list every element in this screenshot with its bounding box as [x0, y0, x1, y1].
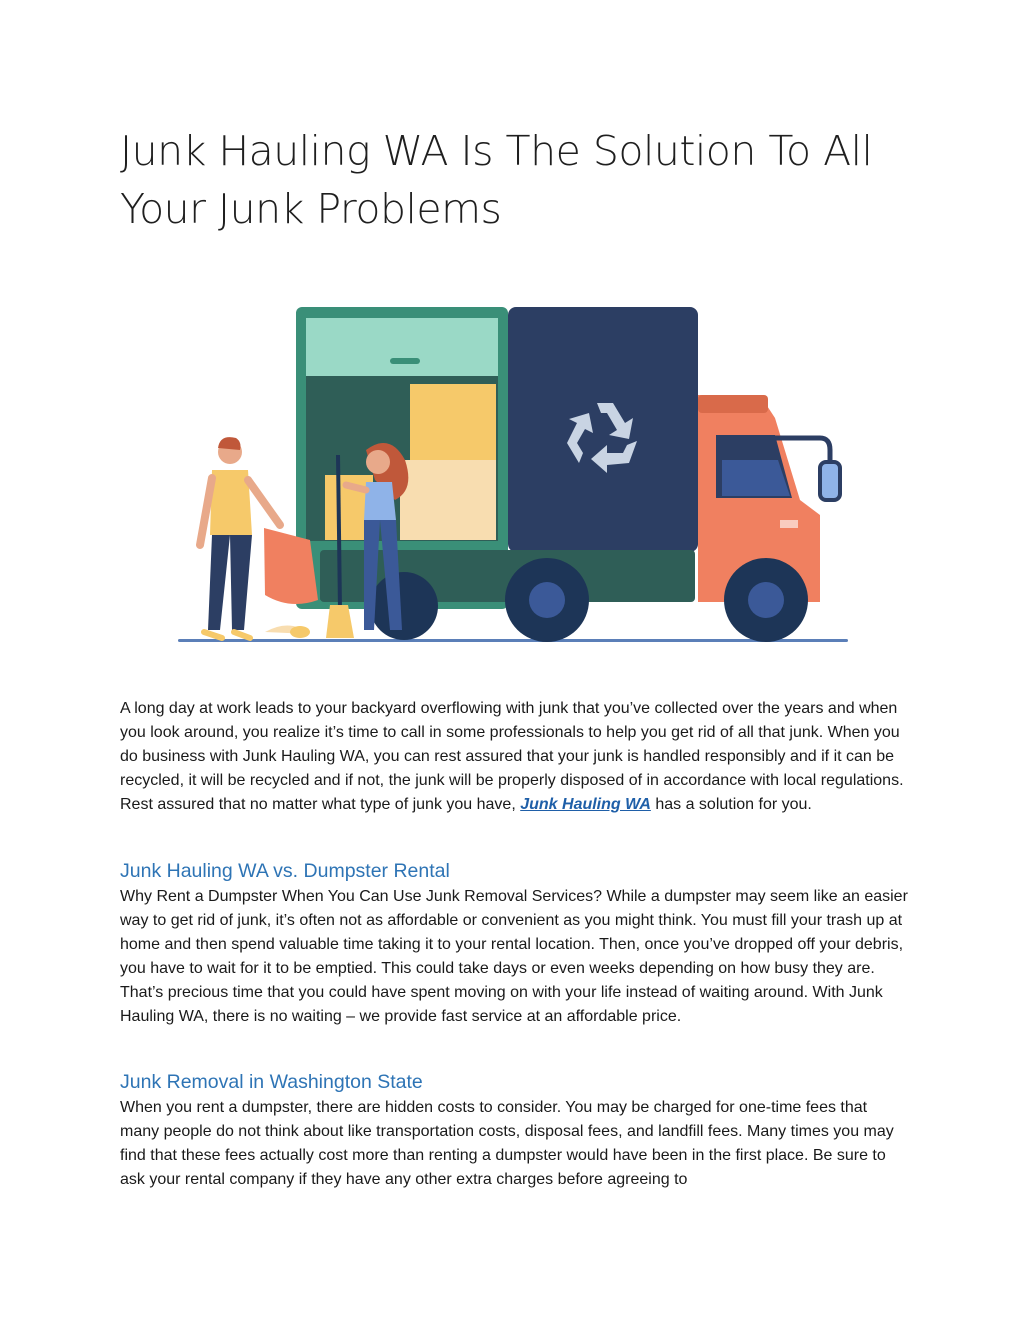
junk-hauling-wa-link[interactable]: Junk Hauling WA — [520, 796, 651, 813]
junk-truck-illustration — [170, 300, 860, 650]
cab-roof — [698, 395, 768, 413]
cardboard-box-bottom — [400, 460, 496, 540]
section-paragraph-dumpster-rental: Why Rent a Dumpster When You Can Use Junk Removal Services? While a dumpster may seem like an easier way to get rid of junk, it’s often not as affordable or convenient as you might think. You must fill your trash up at home and then spend valuable time taking it to your rental location. Then, once you’ve dropped off your debris, you have to wait for it to be emptied. This could take days or even weeks depending on how busy they are. That’s precious time that you could have spent moving on with your life instead of waiting around. With Junk Hauling WA, there is no waiting – we provide fast service at an affordable price. — [120, 888, 908, 1025]
wheel-left — [370, 572, 438, 640]
section-heading-dumpster-rental: Junk Hauling WA vs. Dumpster Rental — [120, 860, 450, 882]
intro-text: A long day at work leads to your backyard overflowing with junk that you’ve collected over the years and when you look around, you realize it’s time to call in some professionals to help you get rid of all that junk. When you do business with Junk Hauling WA, you can rest assured that your junk is handled responsibly and if it can be recycled, it will be recycled and if not, the junk will be properly disposed of in accordance with local regulations. Rest assured that no matter what type of junk you have, — [120, 700, 904, 813]
side-mirror — [820, 462, 840, 500]
cargo-panel — [508, 307, 698, 552]
cardboard-box-top — [410, 384, 496, 464]
section-paragraph-washington: When you rent a dumpster, there are hidden costs to consider. You may be charged for one-time fees that many people do not think about like transportation costs, disposal fees, and landfill fees. Many times you may find that these fees actually cost more than renting a dumpster would have been in the first place. Be sure to ask your rental company if they have any other extra charges before agreeing to — [120, 1099, 894, 1188]
ground-line — [178, 639, 848, 642]
article-title: Junk Hauling WA Is The Solution To All Your Junk Problems — [120, 127, 873, 233]
cab-window — [722, 460, 790, 496]
intro-text-end: has a solution for you. — [650, 796, 812, 813]
headlight — [780, 520, 798, 528]
container-shelf — [306, 318, 498, 376]
section-heading-washington: Junk Removal in Washington State — [120, 1071, 423, 1093]
intro-paragraph — [120, 697, 910, 817]
shelf-handle — [390, 358, 420, 364]
